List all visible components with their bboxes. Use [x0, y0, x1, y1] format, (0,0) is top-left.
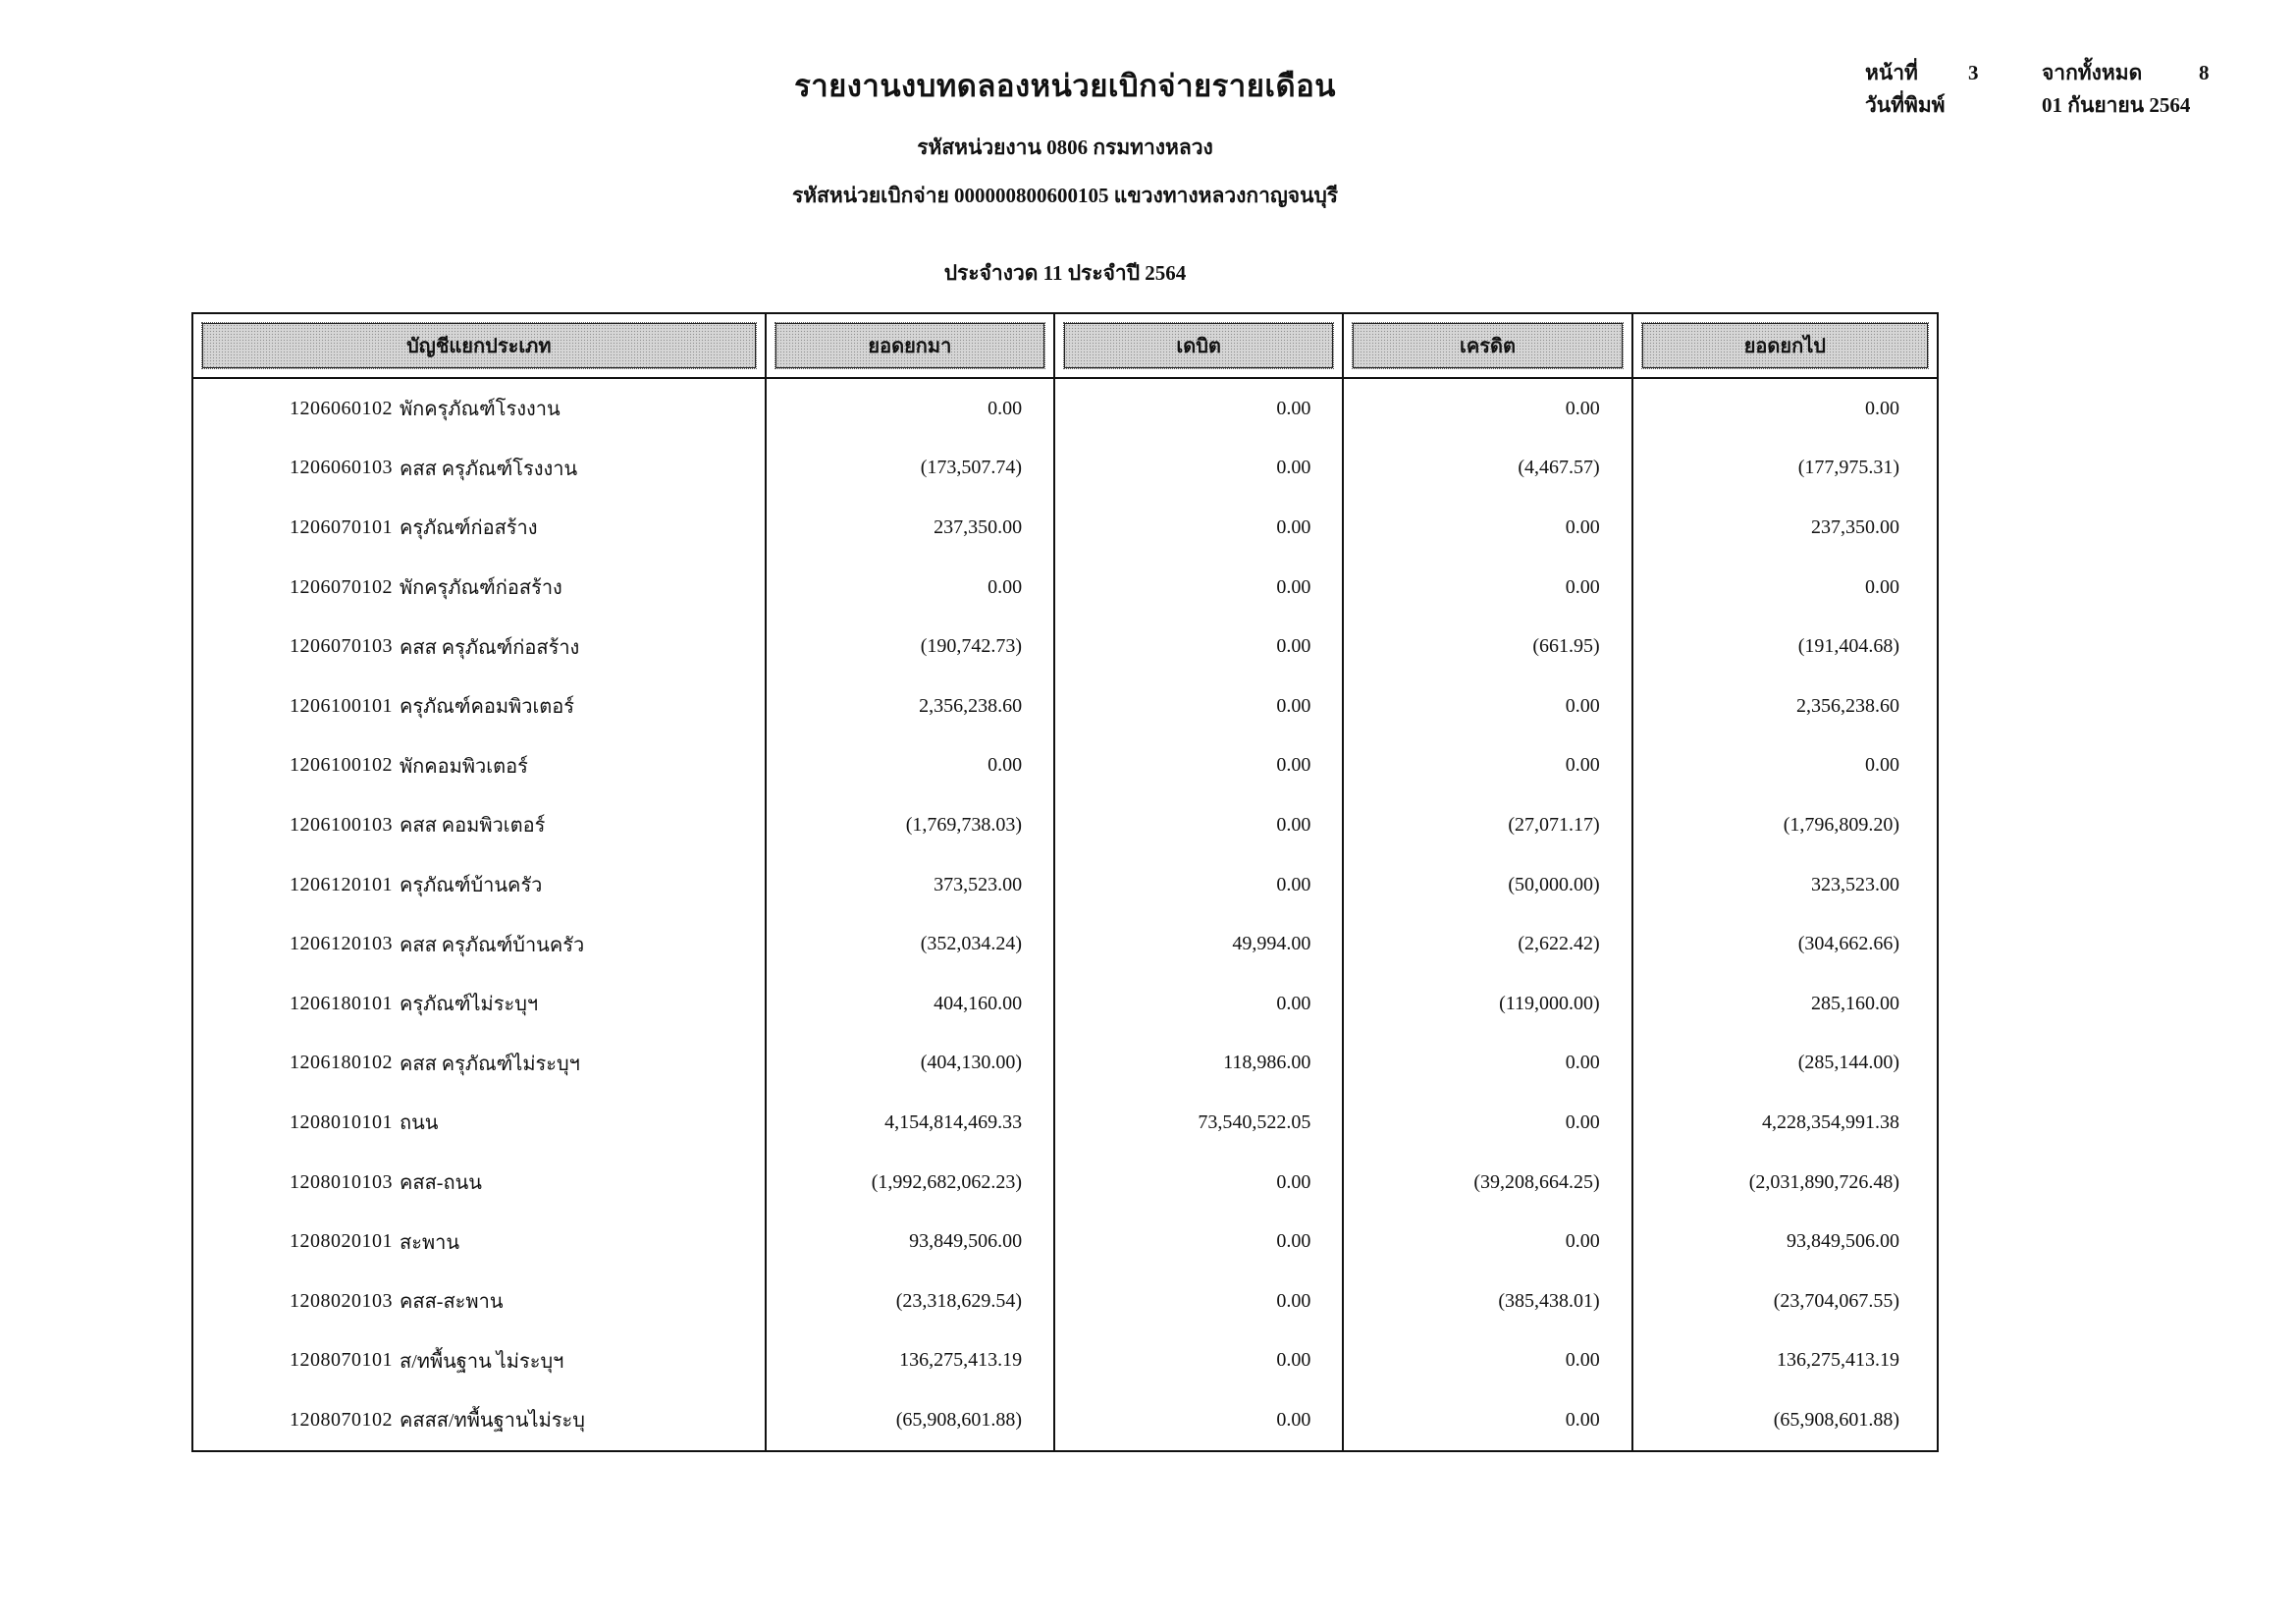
account-code: 1208070102 [290, 1408, 393, 1431]
header-cell-carried-forward [1633, 314, 1937, 377]
account-cell [193, 677, 767, 736]
account-cell [193, 1212, 767, 1272]
account-name: ส/ทพื้นฐาน ไม่ระบุฯ [400, 1350, 564, 1373]
table-body [193, 379, 1937, 1450]
header-brought-forward-label: ยอดยกมา [775, 323, 1044, 368]
table-row [193, 677, 1937, 736]
carried-forward-cell: (177,975.31) [1797, 457, 1900, 479]
debit-cell: 0.00 [1055, 498, 1344, 558]
carried-forward-cell: (23,704,067.55) [1773, 1289, 1900, 1312]
brought-forward-cell: 136,275,413.19 [767, 1331, 1055, 1391]
account-cell [193, 736, 767, 796]
account-code: 1208010103 [290, 1170, 393, 1193]
credit-cell: (2,622.42) [1344, 914, 1632, 974]
account-cell [193, 1331, 767, 1391]
brought-forward-cell: (352,034.24) [767, 914, 1055, 974]
carried-forward-cell: 136,275,413.19 [1777, 1349, 1900, 1372]
page-number-line [1865, 57, 2277, 89]
debit-cell: 0.00 [1055, 379, 1344, 439]
page-title: รายงานงบทดลองหน่วยเบิกจ่ายรายเดือน [794, 69, 1336, 103]
account-cell [193, 1093, 767, 1153]
carried-forward-cell: 0.00 [1865, 754, 1900, 777]
carried-forward-cell: (285,144.00) [1797, 1052, 1900, 1074]
credit-cell: (661.95) [1344, 617, 1632, 677]
table-row [193, 379, 1937, 439]
credit-cell: 0.00 [1344, 498, 1632, 558]
carried-forward-cell: (2,031,890,726.48) [1748, 1170, 1900, 1193]
carried-forward-cell: (65,908,601.88) [1773, 1408, 1900, 1431]
total-pages: 8 [2199, 61, 2210, 84]
account-cell [193, 914, 767, 974]
debit-cell: 0.00 [1055, 1153, 1344, 1213]
carried-forward-cell: 285,160.00 [1811, 992, 1900, 1014]
brought-forward-cell: 0.00 [767, 558, 1055, 618]
table-row [193, 855, 1937, 915]
header-cell-account [193, 314, 767, 377]
table-row [193, 736, 1937, 796]
account-name: คสส ครุภัณฑ์บ้านครัว [400, 934, 585, 956]
brought-forward-cell: 373,523.00 [767, 855, 1055, 915]
brought-forward-cell: (65,908,601.88) [767, 1390, 1055, 1450]
account-code: 1206120103 [290, 933, 393, 955]
table-row [193, 498, 1937, 558]
account-name: ครุภัณฑ์ก่อสร้าง [400, 517, 538, 540]
brought-forward-cell: 0.00 [767, 736, 1055, 796]
page-label: หน้าที่ [1865, 61, 1918, 84]
brought-forward-cell: (190,742.73) [767, 617, 1055, 677]
carried-forward-cell: (191,404.68) [1797, 635, 1900, 658]
carried-forward-cell: 93,849,506.00 [1787, 1230, 1900, 1253]
account-cell [193, 498, 767, 558]
debit-cell: 0.00 [1055, 1331, 1344, 1391]
account-cell [193, 439, 767, 499]
account-code: 1206100103 [290, 813, 393, 836]
account-name: ครุภัณฑ์คอมพิวเตอร์ [400, 696, 575, 719]
credit-cell: (119,000.00) [1344, 974, 1632, 1034]
trial-balance-table [191, 312, 1939, 1452]
account-code: 1206060102 [290, 397, 393, 419]
table-row [193, 1272, 1937, 1331]
period-line: ประจำงวด 11 ประจำปี 2564 [943, 261, 1187, 285]
table-row [193, 1390, 1937, 1450]
account-name: ถนน [400, 1112, 439, 1135]
credit-cell: (385,438.01) [1344, 1272, 1632, 1331]
credit-cell: 0.00 [1344, 379, 1632, 439]
credit-cell: 0.00 [1344, 1331, 1632, 1391]
account-cell [193, 1272, 767, 1331]
account-name: ครุภัณฑ์บ้านครัว [400, 875, 543, 897]
account-code: 1206180102 [290, 1052, 393, 1074]
brought-forward-cell: 4,154,814,469.33 [767, 1093, 1055, 1153]
account-name: คสส-สะพาน [400, 1291, 504, 1314]
credit-cell: 0.00 [1344, 1212, 1632, 1272]
brought-forward-cell: (404,130.00) [767, 1034, 1055, 1094]
carried-forward-cell: 2,356,238.60 [1796, 694, 1900, 717]
account-cell [193, 855, 767, 915]
debit-cell: 0.00 [1055, 1212, 1344, 1272]
total-pages-label: จากทั้งหมด [2042, 61, 2143, 84]
carried-forward-cell: 0.00 [1865, 575, 1900, 598]
account-name: คสส ครุภัณฑ์โรงงาน [400, 458, 578, 480]
table-row [193, 795, 1937, 855]
account-name: สะพาน [400, 1231, 460, 1254]
credit-cell: (4,467.57) [1344, 439, 1632, 499]
credit-cell: 0.00 [1344, 1093, 1632, 1153]
brought-forward-cell: (1,992,682,062.23) [767, 1153, 1055, 1213]
debit-cell: 0.00 [1055, 677, 1344, 736]
credit-cell: 0.00 [1344, 558, 1632, 618]
account-name: พักครุภัณฑ์ก่อสร้าง [400, 577, 562, 600]
header-cell-credit [1344, 314, 1632, 377]
account-code: 1206070101 [290, 515, 393, 538]
debit-cell: 0.00 [1055, 558, 1344, 618]
table-row [193, 439, 1937, 499]
table-row [193, 1034, 1937, 1094]
account-name: คสส ครุภัณฑ์ก่อสร้าง [400, 636, 580, 659]
table-row [193, 617, 1937, 677]
credit-cell: 0.00 [1344, 1390, 1632, 1450]
print-date-label: วันที่พิมพ์ [1865, 92, 1946, 117]
header-credit-label: เครดิต [1353, 323, 1622, 368]
carried-forward-cell: 323,523.00 [1811, 873, 1900, 895]
debit-cell: 0.00 [1055, 974, 1344, 1034]
debit-cell: 0.00 [1055, 855, 1344, 915]
account-cell [193, 379, 767, 439]
account-name: คสส ครุภัณฑ์ไม่ระบุฯ [400, 1053, 580, 1075]
table-row [193, 1331, 1937, 1391]
table-row [193, 914, 1937, 974]
account-cell [193, 795, 767, 855]
table-row [193, 1093, 1937, 1153]
debit-cell: 0.00 [1055, 795, 1344, 855]
credit-cell: 0.00 [1344, 677, 1632, 736]
header-cell-debit [1055, 314, 1344, 377]
account-code: 1206100102 [290, 754, 393, 777]
credit-cell: (39,208,664.25) [1344, 1153, 1632, 1213]
account-cell [193, 1390, 767, 1450]
account-cell [193, 558, 767, 618]
account-code: 1206070102 [290, 575, 393, 598]
credit-cell: (50,000.00) [1344, 855, 1632, 915]
brought-forward-cell: 93,849,506.00 [767, 1212, 1055, 1272]
credit-cell: 0.00 [1344, 1034, 1632, 1094]
page-info-block [1865, 57, 2277, 121]
account-name: คสส คอมพิวเตอร์ [400, 815, 546, 838]
brought-forward-cell: (173,507.74) [767, 439, 1055, 499]
brought-forward-cell: (23,318,629.54) [767, 1272, 1055, 1331]
account-code: 1206180101 [290, 992, 393, 1014]
header-carried-forward-label: ยอดยกไป [1642, 323, 1928, 368]
account-name: ครุภัณฑ์ไม่ระบุฯ [400, 994, 539, 1016]
account-code: 1206060103 [290, 457, 393, 479]
header-cell-brought-forward [767, 314, 1055, 377]
table-row [193, 1212, 1937, 1272]
brought-forward-cell: 0.00 [767, 379, 1055, 439]
print-date-line [1865, 89, 2277, 122]
credit-cell: (27,071.17) [1344, 795, 1632, 855]
debit-cell: 0.00 [1055, 1390, 1344, 1450]
header-debit-label: เดบิต [1064, 323, 1333, 368]
disbursement-unit-line: รหัสหน่วยเบิกจ่าย 000000800600105 แขวงทางหลวงกาญจนบุรี [791, 184, 1339, 207]
debit-cell: 118,986.00 [1055, 1034, 1344, 1094]
account-code: 1208020103 [290, 1289, 393, 1312]
carried-forward-cell: (1,796,809.20) [1783, 813, 1900, 836]
account-code: 1206070103 [290, 635, 393, 658]
credit-cell: 0.00 [1344, 736, 1632, 796]
debit-cell: 73,540,522.05 [1055, 1093, 1344, 1153]
table-row [193, 558, 1937, 618]
report-header [191, 0, 1939, 290]
table-row [193, 974, 1937, 1034]
carried-forward-cell: (304,662.66) [1797, 933, 1900, 955]
print-date: 01 กันยายน 2564 [2042, 92, 2191, 117]
debit-cell: 49,994.00 [1055, 914, 1344, 974]
account-cell [193, 1034, 767, 1094]
account-code: 1208020101 [290, 1230, 393, 1253]
debit-cell: 0.00 [1055, 617, 1344, 677]
account-code: 1208070101 [290, 1349, 393, 1372]
table-header-row [193, 314, 1937, 379]
agency-code-line: รหัสหน่วยงาน 0806 กรมทางหลวง [917, 135, 1213, 159]
carried-forward-cell: 4,228,354,991.38 [1762, 1110, 1900, 1133]
account-name: พักคอมพิวเตอร์ [400, 755, 528, 778]
account-name: คสสส/ทพื้นฐานไม่ระบุ [400, 1410, 585, 1433]
brought-forward-cell: 404,160.00 [767, 974, 1055, 1034]
account-code: 1206120101 [290, 873, 393, 895]
account-cell [193, 617, 767, 677]
account-code: 1206100101 [290, 694, 393, 717]
debit-cell: 0.00 [1055, 736, 1344, 796]
carried-forward-cell: 0.00 [1865, 397, 1900, 419]
account-cell [193, 974, 767, 1034]
brought-forward-cell: 237,350.00 [767, 498, 1055, 558]
debit-cell: 0.00 [1055, 1272, 1344, 1331]
carried-forward-cell: 237,350.00 [1811, 515, 1900, 538]
table-row [193, 1153, 1937, 1213]
account-code: 1208010101 [290, 1110, 393, 1133]
account-name: พักครุภัณฑ์โรงงาน [400, 399, 561, 421]
account-cell [193, 1153, 767, 1213]
header-account-label: บัญชีแยกประเภท [202, 323, 756, 368]
brought-forward-cell: 2,356,238.60 [767, 677, 1055, 736]
brought-forward-cell: (1,769,738.03) [767, 795, 1055, 855]
account-name: คสส-ถนน [400, 1172, 482, 1195]
debit-cell: 0.00 [1055, 439, 1344, 499]
page-number: 3 [1968, 61, 1979, 84]
